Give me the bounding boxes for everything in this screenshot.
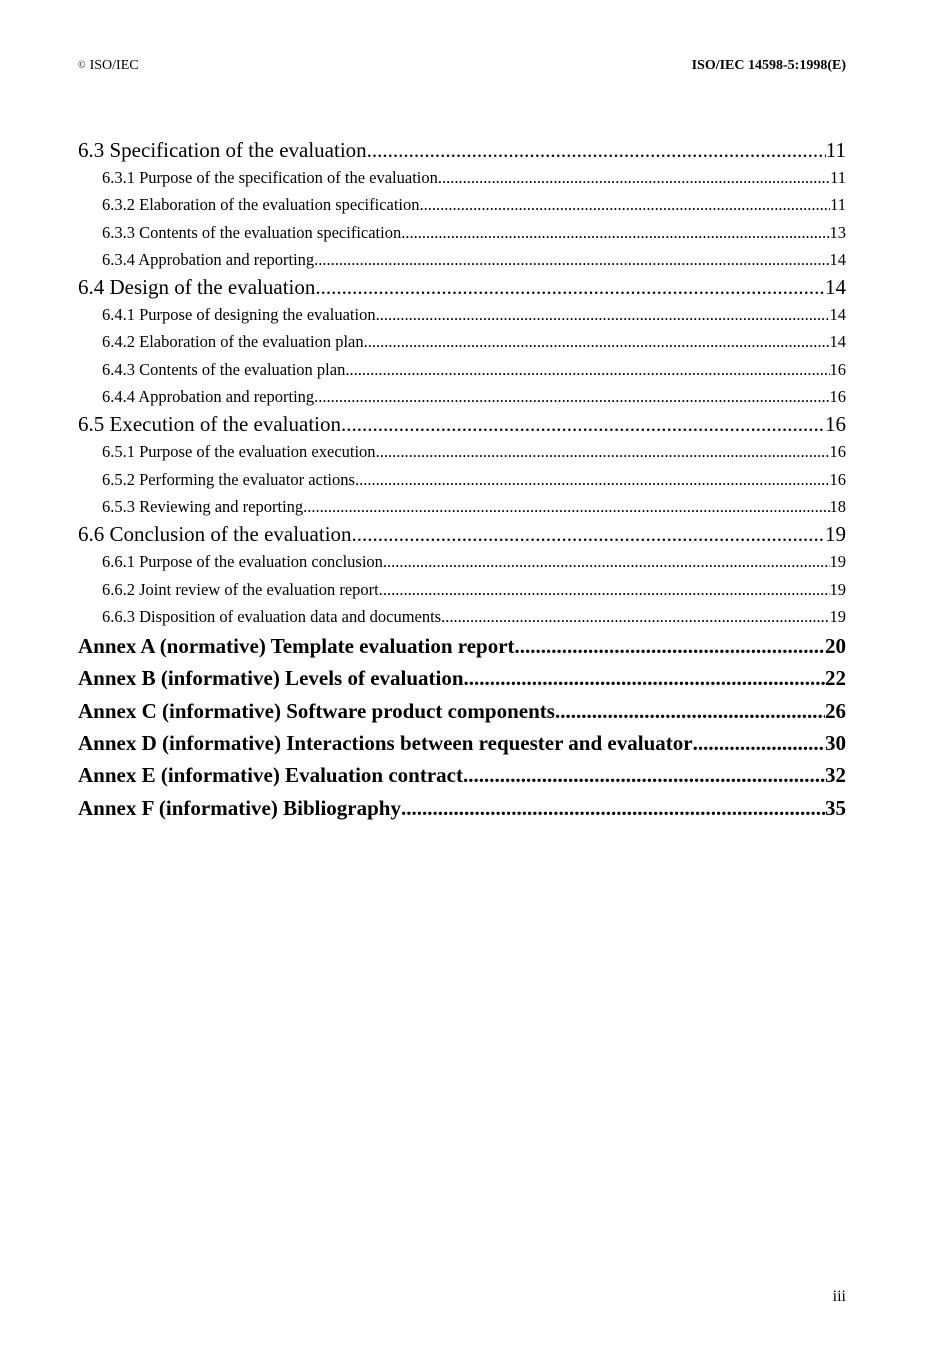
toc-entry-title: 6.6.1 Purpose of the evaluation conclusion: [102, 552, 383, 572]
toc-entry-title: Annex E (informative) Evaluation contract: [78, 763, 463, 788]
toc-entry-page: 16: [829, 469, 846, 489]
toc-dot-leader: [352, 520, 825, 548]
toc-entry-title: 6.4.3 Contents of the evaluation plan: [102, 359, 346, 379]
toc-dot-leader: [379, 576, 830, 603]
toc-entry-title: 6.5.1 Purpose of the evaluation execution: [102, 442, 376, 462]
toc-annex-entry[interactable]: [78, 759, 846, 791]
toc-entry-page: 14: [825, 275, 846, 300]
toc-entry-title: 6.3.4 Approbation and reporting: [102, 249, 315, 269]
toc-entry-page: 14: [829, 305, 846, 325]
toc-dot-leader: [555, 695, 825, 727]
toc-dot-leader: [314, 383, 829, 410]
toc-dot-leader: [341, 410, 825, 438]
toc-entry-page: 30: [825, 731, 846, 756]
toc-dot-leader: [355, 466, 830, 493]
toc-entry-page: 18: [829, 496, 846, 516]
toc-dot-leader: [376, 301, 830, 328]
toc-dot-leader: [364, 328, 830, 355]
toc-subsection-entry[interactable]: [78, 576, 846, 603]
toc-entry-page: 19: [829, 579, 846, 599]
toc-entry-page: 26: [825, 698, 846, 723]
toc-entry-page: 16: [825, 412, 846, 437]
toc-dot-leader: [463, 759, 825, 791]
toc-section-entry[interactable]: [78, 410, 846, 438]
header-copyright: [78, 58, 139, 74]
toc-dot-leader: [438, 164, 830, 191]
toc-entry-page: 16: [829, 359, 846, 379]
toc-entry-page: 14: [829, 332, 846, 352]
toc-entry-page: 13: [829, 222, 846, 242]
toc-entry-title: 6.4.2 Elaboration of the evaluation plan: [102, 332, 364, 352]
toc-annex-entry[interactable]: [78, 695, 846, 727]
toc-entry-page: 11: [830, 168, 846, 187]
copyright-symbol: ©: [78, 60, 86, 71]
toc-subsection-entry[interactable]: [78, 219, 846, 246]
toc-annex-entry[interactable]: [78, 727, 846, 759]
page-header: [78, 58, 846, 78]
toc-dot-leader: [693, 727, 825, 759]
toc-entry-page: 22: [825, 666, 846, 691]
toc-entry-page: 16: [829, 442, 846, 462]
toc-entry-page: 20: [825, 634, 846, 659]
toc-dot-leader: [376, 438, 830, 465]
toc-entry-title: 6.4.1 Purpose of designing the evaluation: [102, 305, 376, 325]
toc-entry-title: Annex B (informative) Levels of evaluation: [78, 666, 464, 691]
toc-dot-leader: [515, 630, 825, 662]
header-left-text: ISO/IEC: [89, 58, 139, 73]
toc-entry-page: 11: [830, 195, 846, 215]
toc-dot-leader: [401, 219, 829, 246]
toc-subsection-entry[interactable]: [78, 301, 846, 328]
table-of-contents: [78, 136, 846, 824]
toc-subsection-entry[interactable]: [78, 548, 846, 575]
toc-subsection-entry[interactable]: [78, 191, 846, 218]
toc-section-entry[interactable]: [78, 520, 846, 548]
toc-annex-entry[interactable]: [78, 662, 846, 694]
page-number: iii: [832, 1288, 846, 1305]
toc-entry-title: Annex C (informative) Software product components: [78, 698, 555, 723]
toc-entry-title: 6.3.1 Purpose of the specification of the evaluation: [102, 168, 438, 187]
toc-dot-leader: [441, 603, 829, 630]
toc-dot-leader: [420, 191, 831, 218]
toc-dot-leader: [315, 273, 825, 301]
toc-entry-title: 6.3 Specification of the evaluation: [78, 138, 367, 162]
toc-entry-title: 6.4 Design of the evaluation: [78, 275, 316, 300]
toc-entry-title: 6.6 Conclusion of the evaluation: [78, 522, 352, 547]
toc-section-entry[interactable]: [78, 273, 846, 301]
toc-dot-leader: [345, 356, 829, 383]
toc-entry-title: 6.3.2 Elaboration of the evaluation specification: [102, 195, 420, 215]
toc-subsection-entry[interactable]: [78, 383, 846, 410]
toc-subsection-entry[interactable]: [78, 603, 846, 630]
toc-entry-title: 6.5.3 Reviewing and reporting: [102, 496, 304, 516]
toc-entry-title: Annex D (informative) Interactions between requester and evaluator: [78, 731, 693, 756]
toc-annex-entry[interactable]: [78, 792, 846, 824]
toc-entry-title: 6.4.4 Approbation and reporting: [102, 387, 315, 407]
toc-entry-page: 14: [829, 249, 846, 269]
toc-dot-leader: [464, 662, 825, 694]
document-identifier: ISO/IEC 14598-5:1998(E): [691, 58, 846, 73]
toc-dot-leader: [383, 548, 830, 575]
toc-entry-page: 35: [825, 795, 846, 820]
toc-entry-title: 6.5 Execution of the evaluation: [78, 412, 342, 437]
toc-subsection-entry[interactable]: [78, 438, 846, 465]
toc-entry-page: 19: [825, 522, 846, 547]
toc-entry-page: 32: [825, 763, 846, 788]
toc-entry-title: Annex A (normative) Template evaluation report: [78, 634, 515, 659]
toc-subsection-entry[interactable]: [78, 356, 846, 383]
toc-entry-title: 6.5.2 Performing the evaluator actions: [102, 469, 355, 489]
toc-subsection-entry[interactable]: [78, 328, 846, 355]
toc-entry-page: 19: [829, 606, 846, 626]
toc-dot-leader: [303, 493, 829, 520]
toc-dot-leader: [367, 136, 826, 164]
toc-dot-leader: [314, 246, 829, 273]
toc-entry-page: 11: [825, 138, 846, 162]
toc-annex-entry[interactable]: [78, 630, 846, 662]
toc-dot-leader: [401, 792, 825, 824]
toc-entry-title: Annex F (informative) Bibliography: [78, 795, 401, 820]
toc-subsection-entry[interactable]: [78, 246, 846, 273]
toc-subsection-entry[interactable]: [78, 466, 846, 493]
toc-section-entry[interactable]: [78, 136, 846, 164]
toc-entry-title: 6.3.3 Contents of the evaluation specification: [102, 222, 402, 242]
toc-entry-page: 19: [829, 552, 846, 572]
toc-entry-title: 6.6.2 Joint review of the evaluation report: [102, 579, 379, 599]
toc-entry-title: 6.6.3 Disposition of evaluation data and documents: [102, 606, 442, 626]
toc-subsection-entry[interactable]: [78, 164, 846, 191]
toc-subsection-entry[interactable]: [78, 493, 846, 520]
toc-entry-page: 16: [829, 387, 846, 407]
